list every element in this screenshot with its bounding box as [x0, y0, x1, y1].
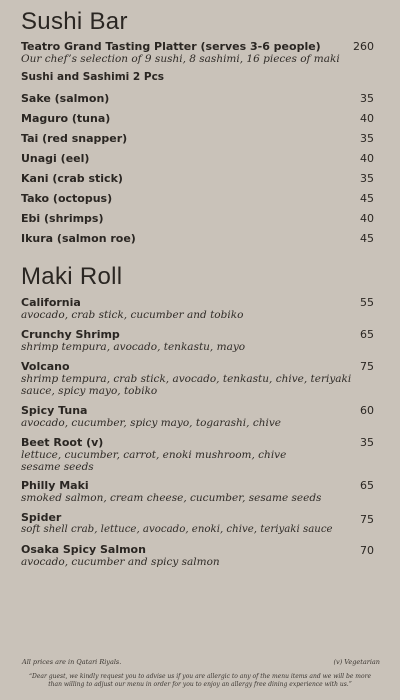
allergy-disclaimer: “Dear guest, we kindly request you to advise us if you are allergic to any of the menu items and we will be more than willing to adjust our menu in order for you to enjoy an allergy free dining experience with us.”: [28, 673, 372, 688]
item-price: 45: [360, 232, 374, 245]
menu-item-sake: [21, 92, 377, 105]
item-name: Ikura (salmon roe): [21, 232, 136, 245]
item-price: 75: [360, 360, 374, 373]
item-price: 55: [360, 296, 374, 309]
item-name: Crunchy Shrimp: [21, 328, 120, 341]
menu-item-tai: [21, 132, 377, 145]
item-name: Volcano: [21, 360, 70, 373]
item-name: California: [21, 296, 81, 309]
item-name: Ebi (shrimps): [21, 212, 104, 225]
item-price: 40: [360, 112, 374, 125]
item-name: Teatro Grand Tasting Platter (serves 3-6 people): [21, 40, 321, 53]
currency-note: All prices are in Qatari Riyals.: [22, 658, 122, 666]
item-price: 70: [360, 544, 374, 557]
item-name: Spicy Tuna: [21, 404, 88, 417]
item-price: 35: [360, 436, 374, 449]
item-price: 65: [360, 328, 374, 341]
item-description: shrimp tempura, avocado, tenkastu, mayo: [21, 341, 246, 353]
item-price: 260: [353, 40, 374, 53]
section-title-maki-roll: Maki Roll: [21, 263, 123, 290]
item-description: shrimp tempura, crab stick, avocado, tenkastu, chive, teriyaki sauce, spicy mayo, tobiko: [21, 373, 352, 397]
vegetarian-note: (v) Vegetarian: [333, 658, 380, 666]
menu-item-ebi: [21, 212, 377, 225]
item-name: Tako (octopus): [21, 192, 113, 205]
item-description: avocado, cucumber and spicy salmon: [21, 556, 220, 568]
item-name: Tai (red snapper): [21, 132, 128, 145]
item-price: 40: [360, 152, 374, 165]
item-name: Osaka Spicy Salmon: [21, 543, 146, 556]
item-description: lettuce, cucumber, carrot, enoki mushroom, chive sesame seeds: [21, 449, 287, 473]
menu-item-tako: [21, 192, 377, 205]
menu-item-spicy-tuna: [21, 404, 377, 429]
item-price: 60: [360, 404, 374, 417]
menu-item-maguro: [21, 112, 377, 125]
item-price: 35: [360, 172, 374, 185]
menu-item-unagi: [21, 152, 377, 165]
item-name: Sake (salmon): [21, 92, 110, 105]
item-name: Maguro (tuna): [21, 112, 111, 125]
item-price: 75: [360, 513, 374, 526]
menu-item-volcano: [21, 360, 377, 397]
item-description: Our chef’s selection of 9 sushi, 8 sashimi, 16 pieces of maki: [21, 53, 340, 65]
item-price: 45: [360, 192, 374, 205]
item-price: 40: [360, 212, 374, 225]
item-name: Kani (crab stick): [21, 172, 123, 185]
item-price: 35: [360, 132, 374, 145]
item-description: smoked salmon, cream cheese, cucumber, sesame seeds: [21, 492, 322, 504]
menu-item-platter: [21, 40, 377, 65]
item-name: Unagi (eel): [21, 152, 90, 165]
menu-item-spider: [21, 511, 377, 536]
item-price: 65: [360, 479, 374, 492]
item-name: Spider: [21, 511, 62, 524]
item-description: soft shell crab, lettuce, avocado, enoki, chive, teriyaki sauce: [21, 524, 333, 535]
item-description: avocado, crab stick, cucumber and tobiko: [21, 309, 244, 321]
menu-item-california: [21, 296, 377, 321]
menu-item-osaka-spicy-salmon: [21, 543, 377, 568]
item-price: 35: [360, 92, 374, 105]
menu-item-beet-root: [21, 436, 377, 473]
menu-item-crunchy-shrimp: [21, 328, 377, 353]
menu-item-kani: [21, 172, 377, 185]
item-name: Beet Root (v): [21, 436, 104, 449]
section-title-sushi-bar: Sushi Bar: [21, 8, 128, 35]
item-description: avocado, cucumber, spicy mayo, togarashi, chive: [21, 417, 281, 429]
subheading-sushi-sashimi: Sushi and Sashimi 2 Pcs: [21, 71, 165, 83]
menu-item-philly-maki: [21, 479, 377, 504]
menu-item-ikura: [21, 232, 377, 245]
item-name: Philly Maki: [21, 479, 89, 492]
